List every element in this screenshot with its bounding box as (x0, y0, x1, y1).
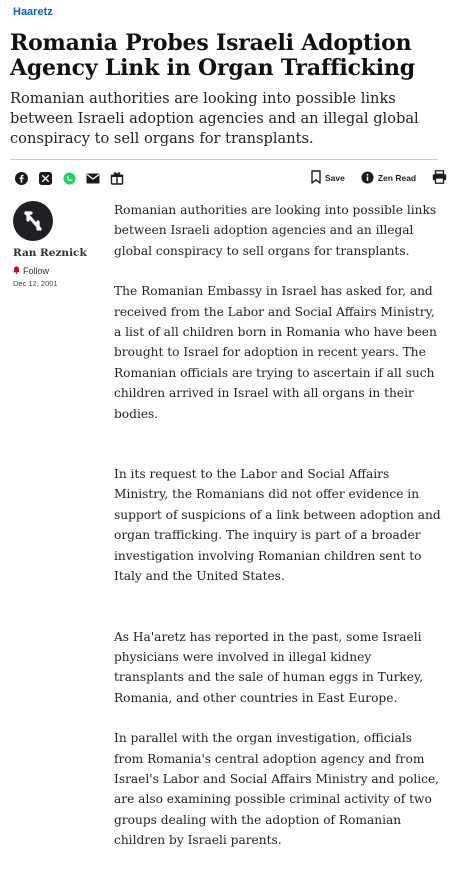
publish-date: Dec 12, 2001 (13, 279, 58, 288)
article-paragraph: As Ha'aretz has reported in the past, some Israeli physicians were involved in illegal kidney transplants and the sale of human eggs in Turkey, Romania, and other countries in East Europe. (114, 629, 424, 705)
save-label: Save (325, 173, 345, 183)
author-block (13, 201, 103, 288)
gift-icon[interactable] (110, 171, 124, 185)
haaretz-logo-icon (21, 209, 45, 233)
article-body (114, 200, 444, 871)
info-icon (361, 171, 374, 186)
x-icon[interactable] (38, 171, 52, 185)
article-paragraph: In its request to the Labor and Social Affairs Ministry, the Romanians did not offer evidence in support of suspicions of a link between adoption and organ trafficking. The inquiry is part of a broader investigation involving Romanian children sent to Italy and the United States. (114, 467, 441, 584)
whatsapp-icon[interactable] (62, 171, 76, 185)
print-icon (432, 170, 447, 186)
avatar[interactable] (13, 201, 53, 241)
follow-button[interactable] (13, 266, 103, 276)
bookmark-icon (311, 170, 321, 186)
zen-read-button[interactable] (361, 171, 416, 186)
article-tools (311, 169, 447, 187)
email-icon[interactable] (86, 171, 100, 185)
section-link[interactable]: Haaretz (13, 6, 53, 18)
article-subhead: Romanian authorities are looking into possible links between Israeli adoption agencies and an illegal global conspiracy to sell organs for transplants. (10, 90, 419, 147)
zen-read-label: Zen Read (377, 173, 417, 183)
article-headline: Romania Probes Israeli Adoption Agency Link in Organ Trafficking (10, 30, 415, 81)
author-name[interactable]: Ran Reznick (13, 247, 87, 259)
article-paragraph: Romanian authorities are looking into possible links between Israeli adoption agencies and an illegal global conspiracy to sell organs for transplants. (114, 203, 437, 258)
divider (10, 159, 438, 160)
facebook-icon[interactable] (14, 171, 28, 185)
follow-label: Follow (23, 266, 50, 276)
save-button[interactable] (311, 170, 345, 186)
article-paragraph: In parallel with the organ investigation, officials from Romania's central adoption agency and from Israel's Labor and Social Affairs Ministry and police, are also examining possible criminal activity of two groups dealing with the adoption of Romanian children by Israeli parents. (114, 731, 440, 848)
share-bar (14, 169, 124, 187)
print-button[interactable] (432, 170, 447, 186)
bell-icon (13, 266, 20, 276)
article-paragraph: The Romanian Embassy in Israel has asked for, and received from the Labor and Social Affairs Ministry, a list of all children born in Romania who have been brought to Israel for adoption in recent years. The Romanian officials are trying to ascertain if all such children arrived in Israel with all organs in their bodies. (114, 284, 437, 421)
